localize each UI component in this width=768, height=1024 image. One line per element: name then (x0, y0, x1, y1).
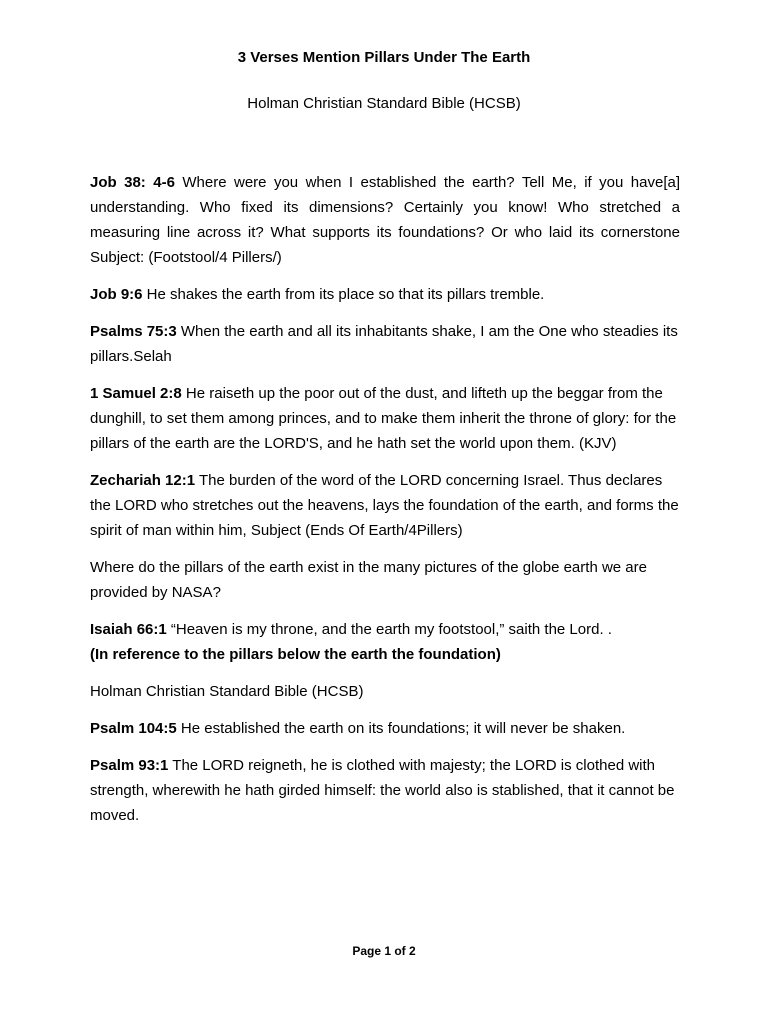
document-body (90, 170, 680, 840)
verse-reference: Isaiah 66:1 (90, 621, 167, 638)
verse-reference: Psalm 104:5 (90, 720, 177, 737)
verse-text: The LORD reigneth, he is clothed with majesty; the LORD is clothed with strength, wherewith he hath girded himself: the world also is stablished, that it cannot be moved. (90, 757, 675, 824)
verse-text: Where were you when I established the earth? Tell Me, if you have[a] understanding. Who fixed its dimensions? Certainly you know! Who stretched a measuring line across it? What supports its foundations? Or who laid its cornerstone Subject: (Footstool/4 Pillers/) (90, 174, 680, 266)
verse-text: “Heaven is my throne, and the earth my footstool,” saith the Lord. . (166, 621, 612, 638)
verse-text: He shakes the earth from its place so that its pillars tremble. (142, 286, 545, 303)
verse-paragraph (90, 617, 680, 667)
verse-reference: Psalm 93:1 (90, 757, 169, 774)
verse-paragraph (90, 170, 680, 270)
page-title: 3 Verses Mention Pillars Under The Earth (237, 49, 531, 66)
verse-paragraph (90, 753, 680, 828)
verse-note: (In reference to the pillars below the earth the foundation) (90, 646, 501, 663)
page-number: Page 1 of 2 (352, 944, 416, 958)
verse-paragraph (90, 381, 680, 456)
verse-text: The burden of the word of the LORD concerning Israel. Thus declares the LORD who stretches out the heavens, lays the foundation of the earth, and forms the spirit of man within him, Subject (Ends Of Earth/4Pillers) (90, 472, 679, 539)
verse-text: He established the earth on its foundations; it will never be shaken. (176, 720, 626, 737)
verse-paragraph (90, 716, 680, 741)
verse-paragraph (90, 282, 680, 307)
page-subtitle: Holman Christian Standard Bible (HCSB) (247, 95, 521, 112)
verse-text: He raiseth up the poor out of the dust, and lifteth up the beggar from the dunghill, to set them among princes, and to make them inherit the throne of glory: for the pillars of the earth are the LORD'S, and he hath set the world upon them. (KJV) (90, 385, 677, 452)
version-label: Holman Christian Standard Bible (HCSB) (90, 683, 364, 700)
verse-paragraph (90, 468, 680, 543)
verse-reference: Zechariah 12:1 (90, 472, 196, 489)
verse-reference: Job 9:6 (90, 286, 143, 303)
verse-reference: 1 Samuel 2:8 (90, 385, 182, 402)
verse-reference: Job 38: 4-6 (90, 174, 175, 191)
verse-text: When the earth and all its inhabitants shake, I am the One who steadies its pillars.Selah (90, 323, 678, 365)
verse-paragraph (90, 319, 680, 369)
question-paragraph: Where do the pillars of the earth exist in the many pictures of the globe earth we are provided by NASA? (90, 559, 647, 601)
verse-reference: Psalms 75:3 (90, 323, 177, 340)
